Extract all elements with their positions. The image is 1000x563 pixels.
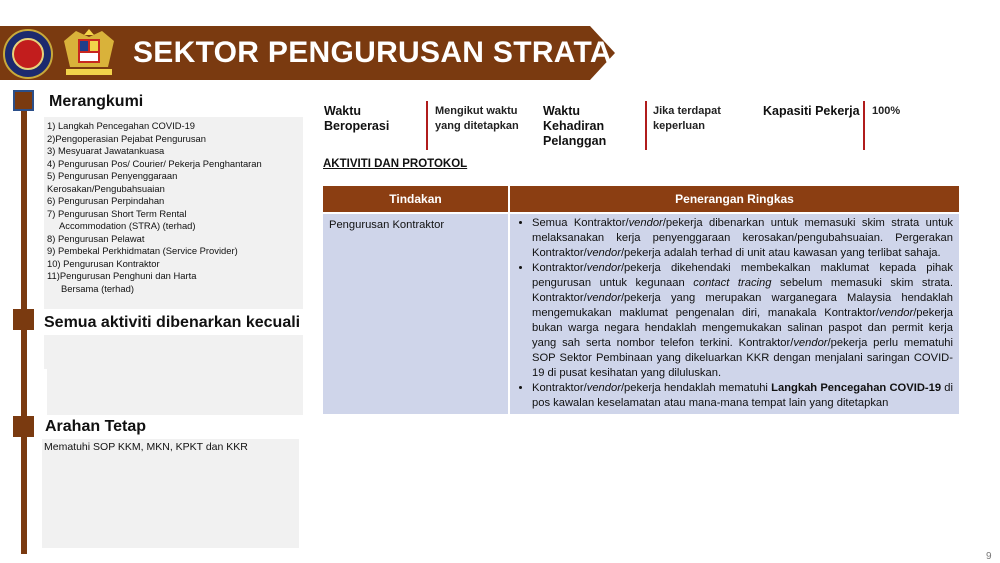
list-item: 8) Pengurusan Pelawat [47, 232, 145, 244]
waktu-kehadiran-label: Waktu Kehadiran Pelanggan [543, 104, 607, 148]
waktu-beroperasi-value: Mengikut waktu yang ditetapkan [435, 105, 519, 132]
list-item: 4) Pengurusan Pos/ Courier/ Pekerja Penghantaran [47, 157, 262, 169]
list-item: Accommodation (STRA) (terhad) [59, 220, 196, 231]
list-item: Bersama (terhad) [61, 282, 134, 294]
kecuali-title: Semua aktiviti dibenarkan kecuali [44, 314, 301, 331]
table-header-row [322, 185, 960, 213]
kecuali-panel-top [44, 335, 303, 369]
merangkumi-list [47, 120, 303, 295]
arahan-text: Mematuhi SOP KKM, MKN, KPKT dan KKR [44, 441, 248, 453]
waktu-kehadiran-value: Jika terdapat keperluan [653, 105, 721, 132]
list-item: 6) Pengurusan Perpindahan [47, 195, 165, 206]
kapasiti-label: Kapasiti Pekerja [763, 104, 860, 118]
cell-tindakan: Pengurusan Kontraktor [322, 213, 509, 415]
bullet-item: • Kontraktor/vendor/pekerja hendaklah mematuhi Langkah Pencegahan COVID-19 di pos kawalan keselamatan atau mana-mana tempat lain yang ditetapkan [532, 381, 953, 411]
column-header-tindakan: Tindakan [322, 185, 509, 213]
page-title: SEKTOR PENGURUSAN STRATA [133, 36, 612, 69]
section-marker-merangkumi [13, 90, 34, 111]
divider [426, 101, 428, 150]
bullet-item: • Kontraktor/vendor/pekerja dikehendaki membekalkan maklumat kepada pihak pengurusan untuk kegunaan contact tracing sebelum memasuki skim strata. Kontraktor/vendor/pekerja yang merupakan warganegara Malaysia hendaklah mengemukakan maklumat pengenalan diri, manakala Kontraktor/vendor/pekerja bukan warga negara hendaklah mengemukakan salinan paspot dan permit kerja yang sah serta nombor telefon terkini. Kontraktor/vendor/pekerja perlu mematuhi SOP Sektor Pembinaan yang dikeluarkan KKR dengan menjalani saringan COVID- 19 di pusat kesihatan yang diluluskan. [532, 261, 953, 381]
list-item: 1) Langkah Pencegahan COVID-19 [47, 120, 196, 131]
column-header-penerangan: Penerangan Ringkas [509, 185, 960, 213]
section-marker-kecuali [13, 309, 34, 330]
kecuali-panel-bottom [47, 369, 303, 415]
divider [863, 101, 865, 150]
table-row [322, 213, 960, 415]
merangkumi-title: Merangkumi [49, 93, 144, 110]
list-item: 5) Pengurusan Penyenggaraan [47, 170, 178, 181]
page-number: 9 [986, 551, 992, 562]
coat-of-arms-logo [58, 27, 120, 79]
aktiviti-title: AKTIVITI DAN PROTOKOL [323, 158, 468, 170]
divider [645, 101, 647, 150]
list-item: 9) Pembekal Perkhidmatan (Service Provider) [47, 245, 238, 256]
list-item: 10) Pengurusan Kontraktor [47, 257, 160, 269]
waktu-beroperasi-label: Waktu Beroperasi [324, 104, 390, 133]
list-item: 2)Pengoperasian Pejabat Pengurusan [47, 132, 206, 144]
protocol-table [321, 184, 961, 416]
list-item: 7) Pengurusan Short Term Rental [47, 207, 187, 219]
list-item: Kerosakan/Pengubahsuaian [47, 182, 165, 194]
kapasiti-value: 100% [872, 105, 901, 117]
agency-logo [3, 29, 53, 79]
section-marker-arahan [13, 416, 34, 437]
cell-penerangan [509, 213, 960, 415]
list-item: 11)Pengurusan Penghuni dan Harta [47, 270, 197, 281]
arahan-title: Arahan Tetap [45, 418, 147, 435]
list-item: 3) Mesyuarat Jawatankuasa [47, 145, 165, 156]
arahan-panel [42, 439, 299, 548]
bullet-item: • Semua Kontraktor/vendor/pekerja dibenarkan untuk memasuki skim strata untuk melaksanakan kerja penyenggaraan kerosakan/pengubahsuaian. Pergerakan Kontraktor/vendor/pekerja adalah terhad di unit atau kawasan yang terlibat sahaja. [532, 216, 953, 261]
